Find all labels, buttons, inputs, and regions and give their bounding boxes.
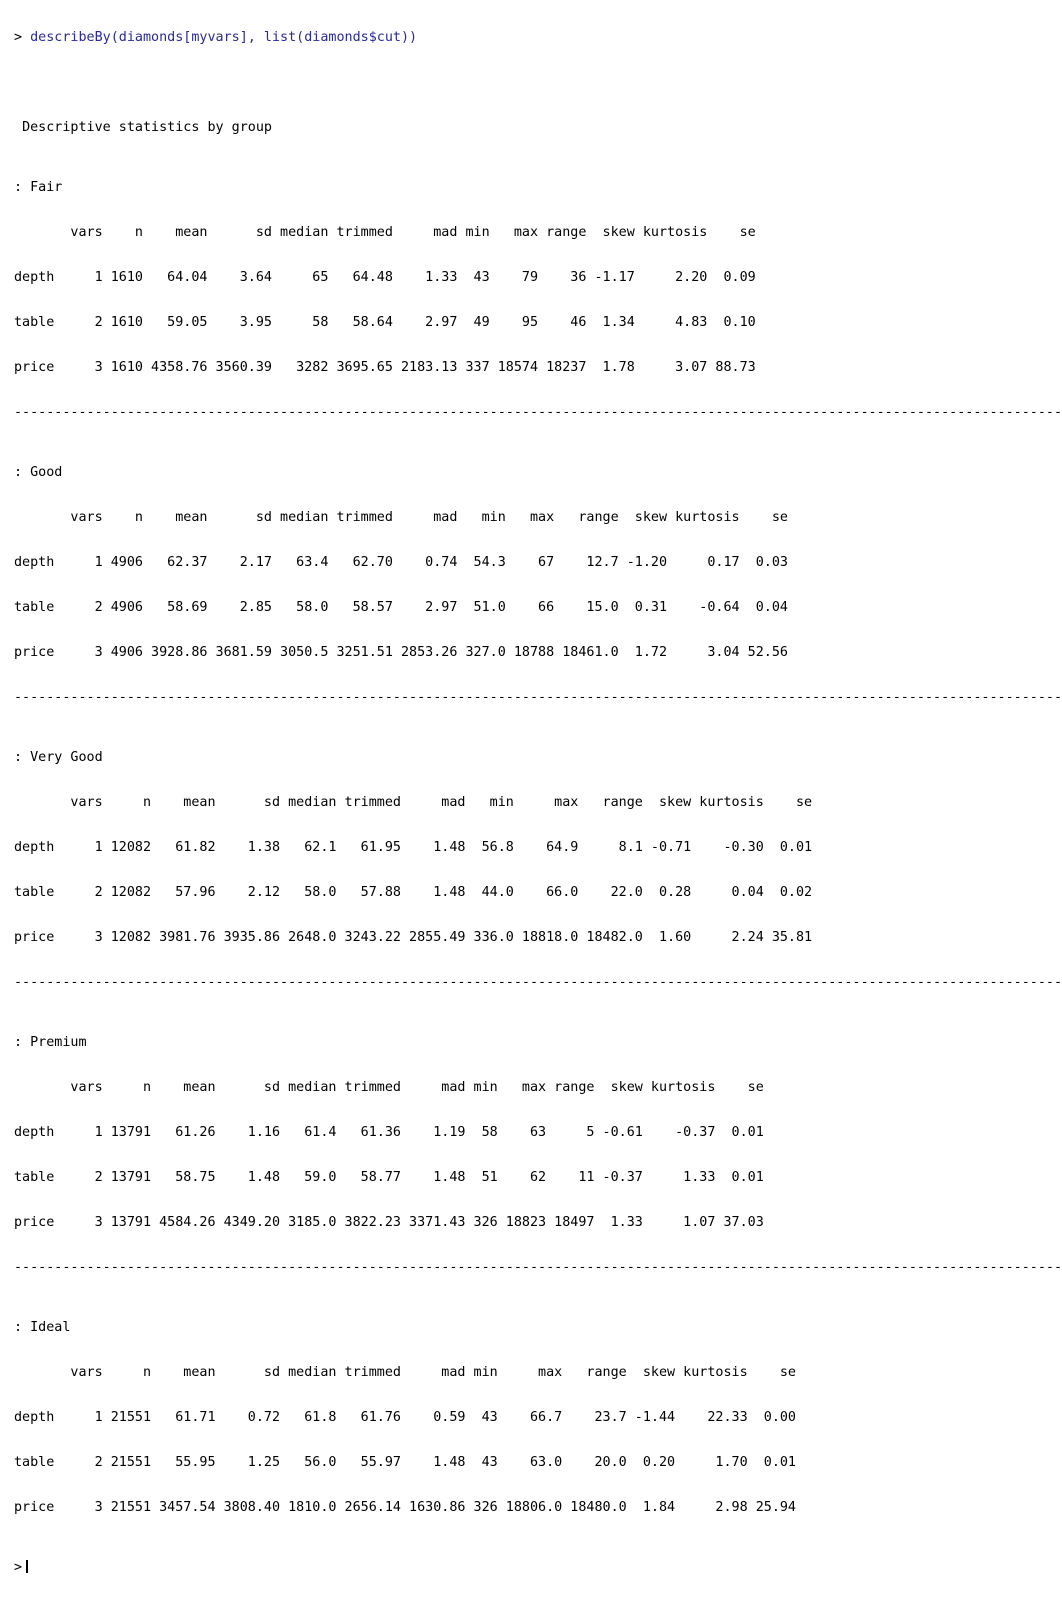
output-heading: Descriptive statistics by group <box>22 120 272 135</box>
input-prompt: > <box>14 1560 23 1575</box>
heading-line <box>14 120 982 135</box>
prompt-symbol: > <box>14 30 23 45</box>
group-separator: ---------------------------------------------------------------------------------------------------------------------------------- <box>14 690 1062 705</box>
table-header: vars n mean sd median trimmed mad min max range skew kurtosis se <box>14 1080 764 1095</box>
group-label: : Very Good <box>14 750 103 765</box>
table-row: table 2 4906 58.69 2.85 58.0 58.57 2.97 51.0 66 15.0 0.31 -0.64 0.04 <box>14 600 788 615</box>
table-row: depth 1 13791 61.26 1.16 61.4 61.36 1.19 58 63 5 -0.61 -0.37 0.01 <box>14 1125 764 1140</box>
command-line <box>14 30 982 45</box>
table-row: table 2 21551 55.95 1.25 56.0 55.97 1.48 43 63.0 20.0 0.20 1.70 0.01 <box>14 1455 796 1470</box>
table-row: price 3 13791 4584.26 4349.20 3185.0 3822.23 3371.43 326 18823 18497 1.33 1.07 37.03 <box>14 1215 764 1230</box>
table-row: table 2 13791 58.75 1.48 59.0 58.77 1.48 51 62 11 -0.37 1.33 0.01 <box>14 1170 764 1185</box>
table-row: depth 1 4906 62.37 2.17 63.4 62.70 0.74 54.3 67 12.7 -1.20 0.17 0.03 <box>14 555 788 570</box>
table-header: vars n mean sd median trimmed mad min max range skew kurtosis se <box>14 510 788 525</box>
table-row: table 2 12082 57.96 2.12 58.0 57.88 1.48 44.0 66.0 22.0 0.28 0.04 0.02 <box>14 885 813 900</box>
table-row: price 3 21551 3457.54 3808.40 1810.0 2656.14 1630.86 326 18806.0 18480.0 1.84 2.98 25.94 <box>14 1500 796 1515</box>
table-row: price 3 4906 3928.86 3681.59 3050.5 3251.51 2853.26 327.0 18788 18461.0 1.72 3.04 52.56 <box>14 645 788 660</box>
table-header: vars n mean sd median trimmed mad min max range skew kurtosis se <box>14 225 756 240</box>
group-separator: ---------------------------------------------------------------------------------------------------------------------------------- <box>14 405 1062 420</box>
blank-line <box>14 75 982 90</box>
table-row: depth 1 21551 61.71 0.72 61.8 61.76 0.59 43 66.7 23.7 -1.44 22.33 0.00 <box>14 1410 796 1425</box>
group-label: : Ideal <box>14 1320 71 1335</box>
table-row: depth 1 12082 61.82 1.38 62.1 61.95 1.48 56.8 64.9 8.1 -0.71 -0.30 0.01 <box>14 840 813 855</box>
text-cursor <box>26 1560 28 1573</box>
table-row: depth 1 1610 64.04 3.64 65 64.48 1.33 43 79 36 -1.17 2.20 0.09 <box>14 270 756 285</box>
group-separator: ---------------------------------------------------------------------------------------------------------------------------------- <box>14 975 1062 990</box>
table-row: price 3 12082 3981.76 3935.86 2648.0 3243.22 2855.49 336.0 18818.0 18482.0 1.60 2.24 35.81 <box>14 930 813 945</box>
group-separator: ---------------------------------------------------------------------------------------------------------------------------------- <box>14 1260 1062 1275</box>
input-line[interactable] <box>14 1560 982 1575</box>
table-header: vars n mean sd median trimmed mad min max range skew kurtosis se <box>14 795 813 810</box>
group-label: : Fair <box>14 180 63 195</box>
group-label: : Good <box>14 465 63 480</box>
command-text: describeBy(diamonds[myvars], list(diamonds$cut)) <box>30 30 418 45</box>
table-header: vars n mean sd median trimmed mad min max range skew kurtosis se <box>14 1365 796 1380</box>
table-row: price 3 1610 4358.76 3560.39 3282 3695.65 2183.13 337 18574 18237 1.78 3.07 88.73 <box>14 360 756 375</box>
group-label: : Premium <box>14 1035 87 1050</box>
table-row: table 2 1610 59.05 3.95 58 58.64 2.97 49 95 46 1.34 4.83 0.10 <box>14 315 756 330</box>
